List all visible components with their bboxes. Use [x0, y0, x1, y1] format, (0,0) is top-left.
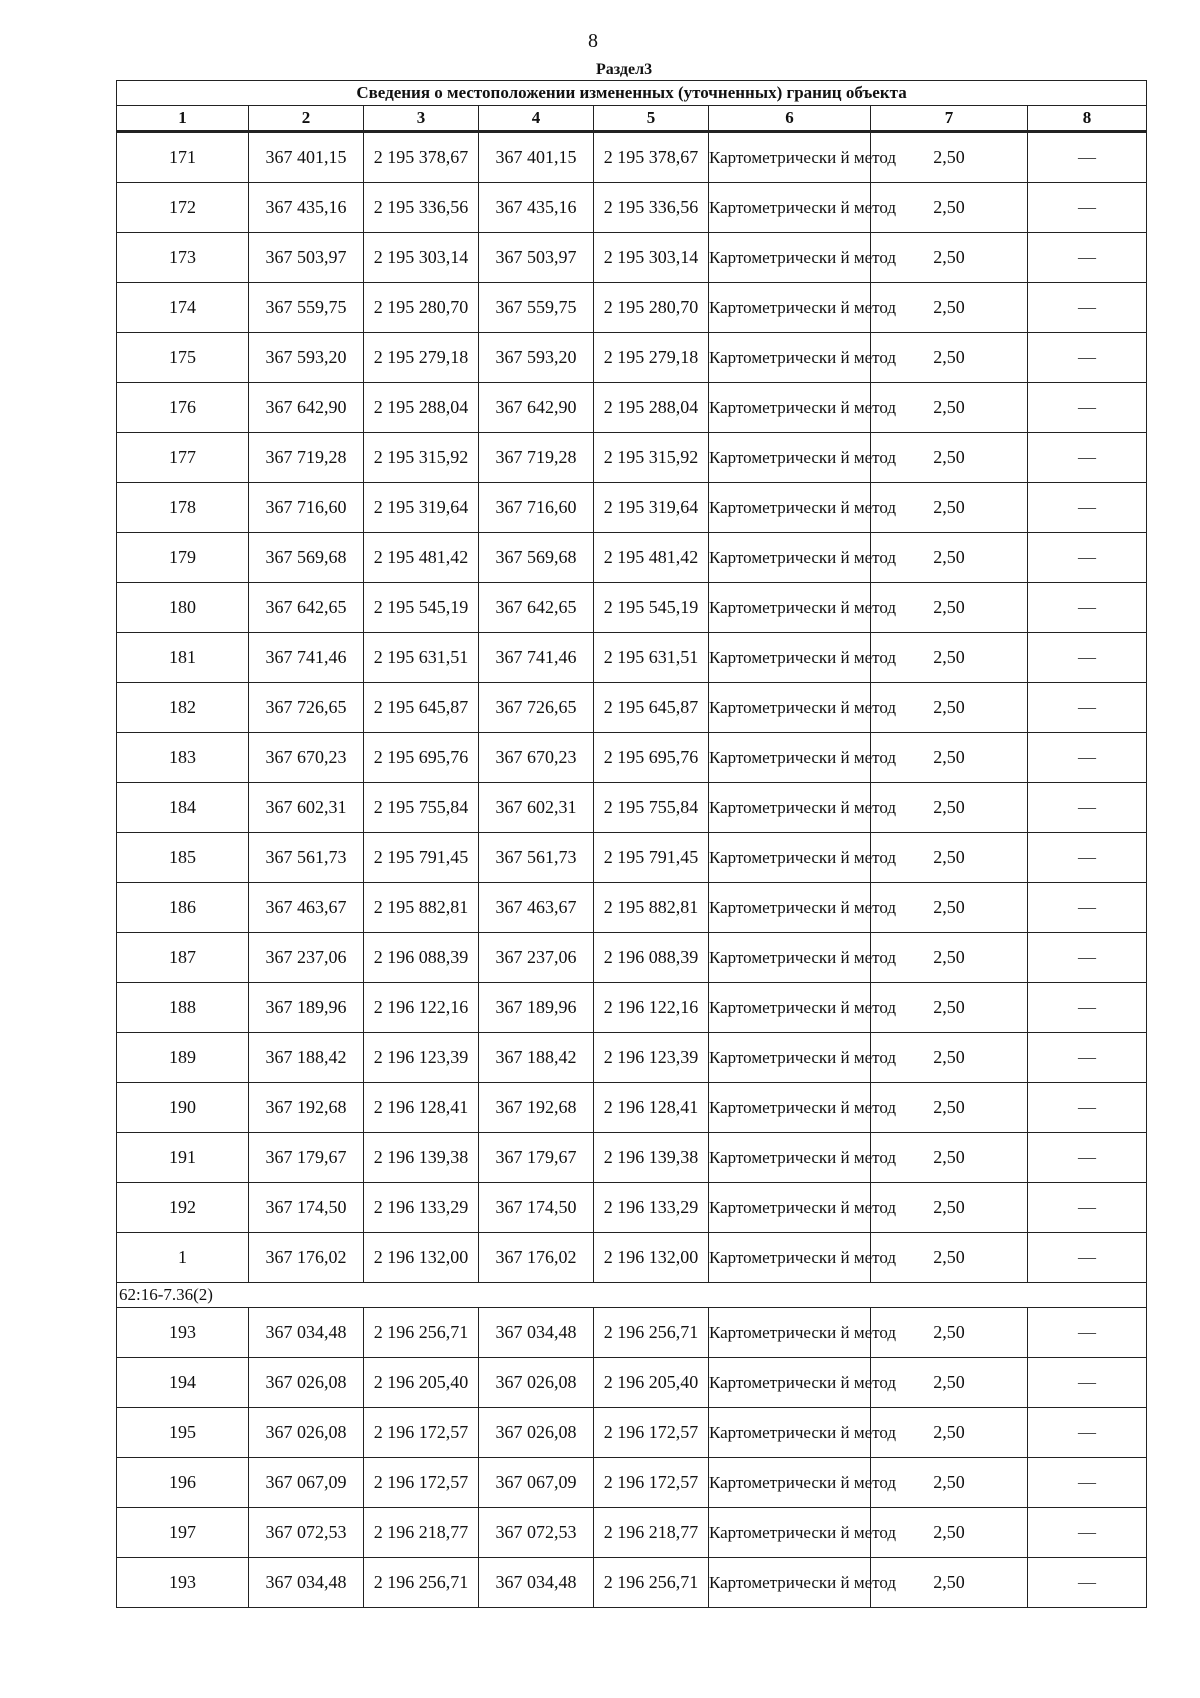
column-number: 2 [249, 106, 364, 132]
accuracy-cell: 2,50 [871, 483, 1028, 533]
x-old-cell: 367 561,73 [249, 833, 364, 883]
y-old-cell: 2 196 133,29 [364, 1183, 479, 1233]
table-row [117, 1083, 1147, 1133]
y-old-cell: 2 195 631,51 [364, 633, 479, 683]
accuracy-cell: 2,50 [871, 633, 1028, 683]
table-row [117, 1458, 1147, 1508]
description-cell: — [1028, 1308, 1147, 1358]
table-row [117, 132, 1147, 183]
accuracy-cell: 2,50 [871, 233, 1028, 283]
y-old-cell: 2 195 336,56 [364, 183, 479, 233]
point-number-cell: 171 [117, 132, 249, 183]
point-number-cell: 178 [117, 483, 249, 533]
accuracy-cell: 2,50 [871, 933, 1028, 983]
y-old-cell: 2 196 256,71 [364, 1558, 479, 1608]
x-new-cell: 367 593,20 [479, 333, 594, 383]
x-new-cell: 367 716,60 [479, 483, 594, 533]
x-new-cell: 367 569,68 [479, 533, 594, 583]
column-number-row [117, 106, 1147, 132]
description-cell: — [1028, 1358, 1147, 1408]
description-cell: — [1028, 1408, 1147, 1458]
point-number-cell: 172 [117, 183, 249, 233]
x-old-cell: 367 642,65 [249, 583, 364, 633]
table-row [117, 233, 1147, 283]
table-row [117, 1408, 1147, 1458]
description-cell: — [1028, 1083, 1147, 1133]
x-old-cell: 367 401,15 [249, 132, 364, 183]
table-row [117, 1233, 1147, 1283]
column-number: 8 [1028, 106, 1147, 132]
x-old-cell: 367 463,67 [249, 883, 364, 933]
table-row [117, 483, 1147, 533]
x-old-cell: 367 642,90 [249, 383, 364, 433]
point-number-cell: 176 [117, 383, 249, 433]
accuracy-cell: 2,50 [871, 983, 1028, 1033]
accuracy-cell: 2,50 [871, 583, 1028, 633]
method-cell: Картометрически й метод [709, 383, 871, 433]
x-old-cell: 367 067,09 [249, 1458, 364, 1508]
description-cell: — [1028, 1133, 1147, 1183]
x-old-cell: 367 034,48 [249, 1558, 364, 1608]
x-new-cell: 367 741,46 [479, 633, 594, 683]
table-row [117, 333, 1147, 383]
y-new-cell: 2 196 132,00 [594, 1233, 709, 1283]
description-cell: — [1028, 1183, 1147, 1233]
point-number-cell: 191 [117, 1133, 249, 1183]
x-old-cell: 367 670,23 [249, 733, 364, 783]
y-new-cell: 2 195 319,64 [594, 483, 709, 533]
method-cell: Картометрически й метод [709, 733, 871, 783]
accuracy-cell: 2,50 [871, 1358, 1028, 1408]
group-label: 62:16-7.36(2) [117, 1283, 1147, 1308]
x-new-cell: 367 642,65 [479, 583, 594, 633]
x-old-cell: 367 176,02 [249, 1233, 364, 1283]
method-cell: Картометрически й метод [709, 1308, 871, 1358]
method-cell: Картометрически й метод [709, 1133, 871, 1183]
table-row [117, 633, 1147, 683]
x-new-cell: 367 072,53 [479, 1508, 594, 1558]
x-new-cell: 367 026,08 [479, 1358, 594, 1408]
point-number-cell: 174 [117, 283, 249, 333]
x-new-cell: 367 401,15 [479, 132, 594, 183]
y-new-cell: 2 196 122,16 [594, 983, 709, 1033]
point-number-cell: 184 [117, 783, 249, 833]
y-old-cell: 2 195 279,18 [364, 333, 479, 383]
x-old-cell: 367 192,68 [249, 1083, 364, 1133]
x-new-cell: 367 237,06 [479, 933, 594, 983]
x-old-cell: 367 602,31 [249, 783, 364, 833]
description-cell: — [1028, 132, 1147, 183]
x-new-cell: 367 189,96 [479, 983, 594, 1033]
point-number-cell: 188 [117, 983, 249, 1033]
accuracy-cell: 2,50 [871, 533, 1028, 583]
accuracy-cell: 2,50 [871, 1308, 1028, 1358]
y-old-cell: 2 196 123,39 [364, 1033, 479, 1083]
page-number: 8 [588, 30, 598, 52]
method-cell: Картометрически й метод [709, 833, 871, 883]
point-number-cell: 186 [117, 883, 249, 933]
method-cell: Картометрически й метод [709, 333, 871, 383]
description-cell: — [1028, 1458, 1147, 1508]
column-number: 1 [117, 106, 249, 132]
table-row [117, 533, 1147, 583]
accuracy-cell: 2,50 [871, 183, 1028, 233]
point-number-cell: 175 [117, 333, 249, 383]
method-cell: Картометрически й метод [709, 583, 871, 633]
method-cell: Картометрически й метод [709, 883, 871, 933]
y-old-cell: 2 196 132,00 [364, 1233, 479, 1283]
x-old-cell: 367 593,20 [249, 333, 364, 383]
description-cell: — [1028, 883, 1147, 933]
point-number-cell: 193 [117, 1558, 249, 1608]
y-old-cell: 2 196 088,39 [364, 933, 479, 983]
y-old-cell: 2 196 172,57 [364, 1408, 479, 1458]
x-old-cell: 367 189,96 [249, 983, 364, 1033]
accuracy-cell: 2,50 [871, 1133, 1028, 1183]
point-number-cell: 1 [117, 1233, 249, 1283]
x-old-cell: 367 716,60 [249, 483, 364, 533]
description-cell: — [1028, 183, 1147, 233]
y-new-cell: 2 195 336,56 [594, 183, 709, 233]
y-new-cell: 2 195 631,51 [594, 633, 709, 683]
method-cell: Картометрически й метод [709, 1358, 871, 1408]
description-cell: — [1028, 233, 1147, 283]
accuracy-cell: 2,50 [871, 1458, 1028, 1508]
x-old-cell: 367 741,46 [249, 633, 364, 683]
table-row [117, 433, 1147, 483]
table-row [117, 1133, 1147, 1183]
point-number-cell: 183 [117, 733, 249, 783]
y-new-cell: 2 195 791,45 [594, 833, 709, 883]
description-cell: — [1028, 333, 1147, 383]
x-old-cell: 367 569,68 [249, 533, 364, 583]
y-old-cell: 2 195 545,19 [364, 583, 479, 633]
method-cell: Картометрически й метод [709, 783, 871, 833]
x-new-cell: 367 188,42 [479, 1033, 594, 1083]
x-new-cell: 367 179,67 [479, 1133, 594, 1183]
y-old-cell: 2 195 319,64 [364, 483, 479, 533]
accuracy-cell: 2,50 [871, 1558, 1028, 1608]
y-old-cell: 2 195 288,04 [364, 383, 479, 433]
table-row [117, 983, 1147, 1033]
x-new-cell: 367 670,23 [479, 733, 594, 783]
accuracy-cell: 2,50 [871, 833, 1028, 883]
method-cell: Картометрически й метод [709, 1183, 871, 1233]
column-number: 7 [871, 106, 1028, 132]
point-number-cell: 192 [117, 1183, 249, 1233]
table-row [117, 933, 1147, 983]
method-cell: Картометрически й метод [709, 1033, 871, 1083]
point-number-cell: 177 [117, 433, 249, 483]
accuracy-cell: 2,50 [871, 1508, 1028, 1558]
accuracy-cell: 2,50 [871, 783, 1028, 833]
method-cell: Картометрически й метод [709, 433, 871, 483]
table-row [117, 183, 1147, 233]
table-row [117, 883, 1147, 933]
accuracy-cell: 2,50 [871, 883, 1028, 933]
x-new-cell: 367 719,28 [479, 433, 594, 483]
x-old-cell: 367 179,67 [249, 1133, 364, 1183]
accuracy-cell: 2,50 [871, 1083, 1028, 1133]
x-new-cell: 367 192,68 [479, 1083, 594, 1133]
accuracy-cell: 2,50 [871, 1408, 1028, 1458]
y-new-cell: 2 196 172,57 [594, 1408, 709, 1458]
table-body [117, 132, 1147, 1608]
accuracy-cell: 2,50 [871, 1183, 1028, 1233]
accuracy-cell: 2,50 [871, 132, 1028, 183]
point-number-cell: 187 [117, 933, 249, 983]
x-old-cell: 367 503,97 [249, 233, 364, 283]
point-number-cell: 189 [117, 1033, 249, 1083]
coordinates-table [116, 80, 1147, 1608]
y-new-cell: 2 195 481,42 [594, 533, 709, 583]
y-new-cell: 2 196 256,71 [594, 1558, 709, 1608]
description-cell: — [1028, 533, 1147, 583]
description-cell: — [1028, 683, 1147, 733]
x-old-cell: 367 188,42 [249, 1033, 364, 1083]
point-number-cell: 197 [117, 1508, 249, 1558]
x-old-cell: 367 559,75 [249, 283, 364, 333]
x-new-cell: 367 463,67 [479, 883, 594, 933]
method-cell: Картометрически й метод [709, 1083, 871, 1133]
method-cell: Картометрически й метод [709, 533, 871, 583]
y-new-cell: 2 195 882,81 [594, 883, 709, 933]
x-old-cell: 367 726,65 [249, 683, 364, 733]
y-old-cell: 2 196 205,40 [364, 1358, 479, 1408]
y-old-cell: 2 196 122,16 [364, 983, 479, 1033]
section-title: Раздел3 [596, 61, 653, 78]
x-old-cell: 367 174,50 [249, 1183, 364, 1233]
description-cell: — [1028, 933, 1147, 983]
column-number: 4 [479, 106, 594, 132]
accuracy-cell: 2,50 [871, 683, 1028, 733]
x-new-cell: 367 067,09 [479, 1458, 594, 1508]
y-new-cell: 2 196 128,41 [594, 1083, 709, 1133]
y-old-cell: 2 195 378,67 [364, 132, 479, 183]
method-cell: Картометрически й метод [709, 183, 871, 233]
accuracy-cell: 2,50 [871, 1233, 1028, 1283]
y-old-cell: 2 195 315,92 [364, 433, 479, 483]
y-old-cell: 2 196 128,41 [364, 1083, 479, 1133]
x-new-cell: 367 561,73 [479, 833, 594, 883]
y-old-cell: 2 196 218,77 [364, 1508, 479, 1558]
description-cell: — [1028, 583, 1147, 633]
method-cell: Картометрически й метод [709, 233, 871, 283]
column-number: 6 [709, 106, 871, 132]
y-old-cell: 2 195 481,42 [364, 533, 479, 583]
x-new-cell: 367 026,08 [479, 1408, 594, 1458]
column-number: 3 [364, 106, 479, 132]
point-number-cell: 194 [117, 1358, 249, 1408]
method-cell: Картометрически й метод [709, 483, 871, 533]
description-cell: — [1028, 1508, 1147, 1558]
point-number-cell: 182 [117, 683, 249, 733]
table-row [117, 1508, 1147, 1558]
accuracy-cell: 2,50 [871, 383, 1028, 433]
table-row [117, 733, 1147, 783]
description-cell: — [1028, 1033, 1147, 1083]
y-new-cell: 2 195 645,87 [594, 683, 709, 733]
point-number-cell: 173 [117, 233, 249, 283]
table-caption: Сведения о местоположении измененных (уточненных) границ объекта [117, 81, 1147, 106]
x-new-cell: 367 174,50 [479, 1183, 594, 1233]
method-cell: Картометрически й метод [709, 1233, 871, 1283]
point-number-cell: 180 [117, 583, 249, 633]
table-row [117, 283, 1147, 333]
method-cell: Картометрически й метод [709, 933, 871, 983]
y-new-cell: 2 195 315,92 [594, 433, 709, 483]
y-old-cell: 2 195 645,87 [364, 683, 479, 733]
y-new-cell: 2 196 133,29 [594, 1183, 709, 1233]
point-number-cell: 181 [117, 633, 249, 683]
y-new-cell: 2 196 256,71 [594, 1308, 709, 1358]
table-row [117, 683, 1147, 733]
y-new-cell: 2 196 172,57 [594, 1458, 709, 1508]
x-old-cell: 367 026,08 [249, 1358, 364, 1408]
y-new-cell: 2 195 280,70 [594, 283, 709, 333]
table-row [117, 1183, 1147, 1233]
point-number-cell: 196 [117, 1458, 249, 1508]
x-new-cell: 367 435,16 [479, 183, 594, 233]
point-number-cell: 190 [117, 1083, 249, 1133]
description-cell: — [1028, 433, 1147, 483]
y-new-cell: 2 196 123,39 [594, 1033, 709, 1083]
description-cell: — [1028, 1233, 1147, 1283]
method-cell: Картометрически й метод [709, 1558, 871, 1608]
table-row [117, 783, 1147, 833]
y-old-cell: 2 195 791,45 [364, 833, 479, 883]
x-old-cell: 367 237,06 [249, 933, 364, 983]
description-cell: — [1028, 633, 1147, 683]
y-new-cell: 2 195 695,76 [594, 733, 709, 783]
x-new-cell: 367 602,31 [479, 783, 594, 833]
description-cell: — [1028, 383, 1147, 433]
y-old-cell: 2 195 755,84 [364, 783, 479, 833]
y-new-cell: 2 195 755,84 [594, 783, 709, 833]
method-cell: Картометрически й метод [709, 1458, 871, 1508]
x-new-cell: 367 034,48 [479, 1308, 594, 1358]
description-cell: — [1028, 1558, 1147, 1608]
method-cell: Картометрически й метод [709, 683, 871, 733]
x-old-cell: 367 072,53 [249, 1508, 364, 1558]
point-number-cell: 185 [117, 833, 249, 883]
x-new-cell: 367 726,65 [479, 683, 594, 733]
method-cell: Картометрически й метод [709, 283, 871, 333]
method-cell: Картометрически й метод [709, 633, 871, 683]
accuracy-cell: 2,50 [871, 733, 1028, 783]
y-old-cell: 2 196 139,38 [364, 1133, 479, 1183]
y-new-cell: 2 195 288,04 [594, 383, 709, 433]
method-cell: Картометрически й метод [709, 1508, 871, 1558]
y-new-cell: 2 195 303,14 [594, 233, 709, 283]
y-old-cell: 2 196 256,71 [364, 1308, 479, 1358]
y-new-cell: 2 195 545,19 [594, 583, 709, 633]
x-new-cell: 367 642,90 [479, 383, 594, 433]
y-new-cell: 2 196 218,77 [594, 1508, 709, 1558]
x-new-cell: 367 176,02 [479, 1233, 594, 1283]
description-cell: — [1028, 783, 1147, 833]
group-label-row [117, 1283, 1147, 1308]
method-cell: Картометрически й метод [709, 1408, 871, 1458]
y-new-cell: 2 196 139,38 [594, 1133, 709, 1183]
description-cell: — [1028, 833, 1147, 883]
description-cell: — [1028, 283, 1147, 333]
accuracy-cell: 2,50 [871, 433, 1028, 483]
description-cell: — [1028, 733, 1147, 783]
x-new-cell: 367 503,97 [479, 233, 594, 283]
accuracy-cell: 2,50 [871, 1033, 1028, 1083]
x-new-cell: 367 034,48 [479, 1558, 594, 1608]
table-row [117, 1558, 1147, 1608]
method-cell: Картометрически й метод [709, 132, 871, 183]
x-new-cell: 367 559,75 [479, 283, 594, 333]
method-cell: Картометрически й метод [709, 983, 871, 1033]
accuracy-cell: 2,50 [871, 283, 1028, 333]
y-old-cell: 2 195 280,70 [364, 283, 479, 333]
point-number-cell: 179 [117, 533, 249, 583]
point-number-cell: 193 [117, 1308, 249, 1358]
y-new-cell: 2 195 378,67 [594, 132, 709, 183]
point-number-cell: 195 [117, 1408, 249, 1458]
x-old-cell: 367 026,08 [249, 1408, 364, 1458]
table-row [117, 583, 1147, 633]
description-cell: — [1028, 983, 1147, 1033]
column-number: 5 [594, 106, 709, 132]
y-old-cell: 2 195 695,76 [364, 733, 479, 783]
y-new-cell: 2 196 088,39 [594, 933, 709, 983]
y-old-cell: 2 196 172,57 [364, 1458, 479, 1508]
description-cell: — [1028, 483, 1147, 533]
x-old-cell: 367 034,48 [249, 1308, 364, 1358]
y-new-cell: 2 196 205,40 [594, 1358, 709, 1408]
x-old-cell: 367 435,16 [249, 183, 364, 233]
table-row [117, 1033, 1147, 1083]
table-row [117, 833, 1147, 883]
y-old-cell: 2 195 303,14 [364, 233, 479, 283]
x-old-cell: 367 719,28 [249, 433, 364, 483]
table-row [117, 1308, 1147, 1358]
table-row [117, 383, 1147, 433]
y-new-cell: 2 195 279,18 [594, 333, 709, 383]
table-row [117, 1358, 1147, 1408]
y-old-cell: 2 195 882,81 [364, 883, 479, 933]
accuracy-cell: 2,50 [871, 333, 1028, 383]
